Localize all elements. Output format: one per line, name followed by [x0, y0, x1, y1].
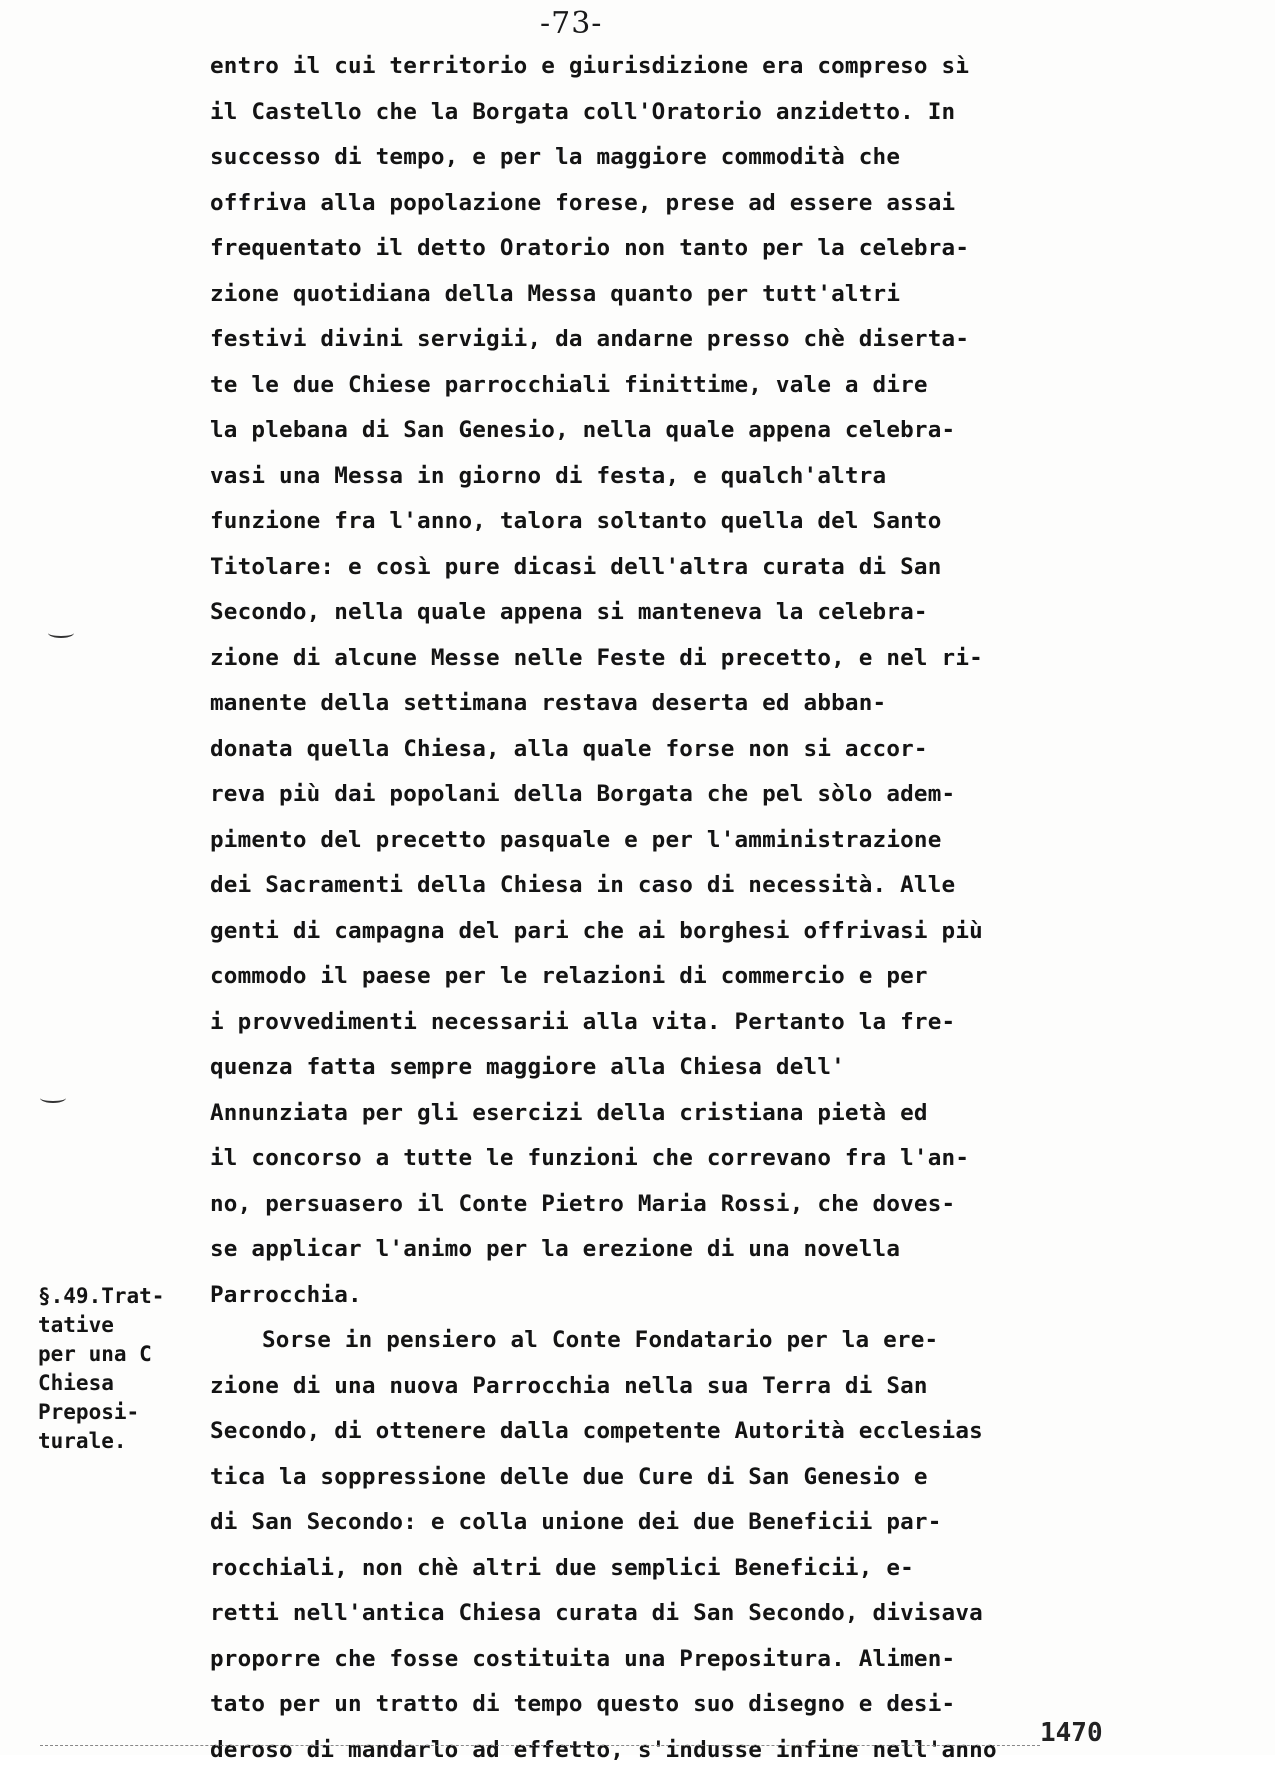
body-text [210, 44, 1090, 1773]
text-line: successo di tempo, e per la maggiore commodità che [210, 135, 1090, 181]
text-line: funzione fra l'anno, talora soltanto quella del Santo [210, 499, 1090, 545]
text-line: festivi divini servigii, da andarne presso chè diserta- [210, 317, 1090, 363]
bottom-rule [40, 1745, 1040, 1746]
margin-mark [40, 1093, 66, 1103]
text-line: proporre che fosse costituita una Prepositura. Alimen- [210, 1637, 1090, 1683]
text-line: offriva alla popolazione forese, prese ad essere assai [210, 181, 1090, 227]
margin-note-line: Preposi- [38, 1398, 198, 1427]
page-number: -73- [540, 6, 602, 41]
text-line: Secondo, di ottenere dalla competente Autorità ecclesias [210, 1409, 1090, 1455]
margin-note-line: Chiesa [38, 1369, 198, 1398]
text-line: la plebana di San Genesio, nella quale appena celebra- [210, 408, 1090, 454]
text-line: zione di una nuova Parrocchia nella sua Terra di San [210, 1364, 1090, 1410]
text-line: entro il cui territorio e giurisdizione era compreso sì [210, 44, 1090, 90]
text-line: vasi una Messa in giorno di festa, e qualch'altra [210, 454, 1090, 500]
text-line: commodo il paese per le relazioni di commercio e per [210, 954, 1090, 1000]
text-line: genti di campagna del pari che ai borghesi offrivasi più [210, 909, 1090, 955]
text-line: se applicar l'animo per la erezione di una novella [210, 1227, 1090, 1273]
text-line: no, persuasero il Conte Pietro Maria Rossi, che doves- [210, 1182, 1090, 1228]
text-line: deroso di mandarlo ad effetto, s'indusse infine nell'anno [210, 1728, 1090, 1773]
text-line: Titolare: e così pure dicasi dell'altra curata di San [210, 545, 1090, 591]
text-line: Annunziata per gli esercizi della cristiana pietà ed [210, 1091, 1090, 1137]
margin-note-line: §.49.Trat- [38, 1282, 198, 1311]
footer-number: 1470 [1040, 1718, 1103, 1748]
margin-note-line: tative [38, 1311, 198, 1340]
margin-mark [48, 628, 74, 638]
text-line: pimento del precetto pasquale e per l'amministrazione [210, 818, 1090, 864]
text-line: i provvedimenti necessarii alla vita. Pertanto la fre- [210, 1000, 1090, 1046]
text-line: manente della settimana restava deserta ed abban- [210, 681, 1090, 727]
text-line: tica la soppressione delle due Cure di San Genesio e [210, 1455, 1090, 1501]
text-line: il concorso a tutte le funzioni che correvano fra l'an- [210, 1136, 1090, 1182]
text-line: zione di alcune Messe nelle Feste di precetto, e nel ri- [210, 636, 1090, 682]
text-line: tato per un tratto di tempo questo suo disegno e desi- [210, 1682, 1090, 1728]
text-line: Sorse in pensiero al Conte Fondatario per la ere- [210, 1318, 1090, 1364]
text-line: Secondo, nella quale appena si manteneva la celebra- [210, 590, 1090, 636]
text-line: quenza fatta sempre maggiore alla Chiesa dell' [210, 1045, 1090, 1091]
text-line: donata quella Chiesa, alla quale forse non si accor- [210, 727, 1090, 773]
text-line: rocchiali, non chè altri due semplici Beneficii, e- [210, 1546, 1090, 1592]
text-line: di San Secondo: e colla unione dei due Beneficii par- [210, 1500, 1090, 1546]
text-line: reva più dai popolani della Borgata che pel sòlo adem- [210, 772, 1090, 818]
text-line: frequentato il detto Oratorio non tanto per la celebra- [210, 226, 1090, 272]
text-line: zione quotidiana della Messa quanto per tutt'altri [210, 272, 1090, 318]
text-line: dei Sacramenti della Chiesa in caso di necessità. Alle [210, 863, 1090, 909]
margin-note-line: per una C [38, 1340, 198, 1369]
text-line: il Castello che la Borgata coll'Oratorio anzidetto. In [210, 90, 1090, 136]
margin-note-line: turale. [38, 1427, 198, 1456]
margin-note [38, 1282, 198, 1456]
text-line: te le due Chiese parrocchiali finittime, vale a dire [210, 363, 1090, 409]
text-line: Parrocchia. [210, 1273, 1090, 1319]
text-line: retti nell'antica Chiesa curata di San Secondo, divisava [210, 1591, 1090, 1637]
